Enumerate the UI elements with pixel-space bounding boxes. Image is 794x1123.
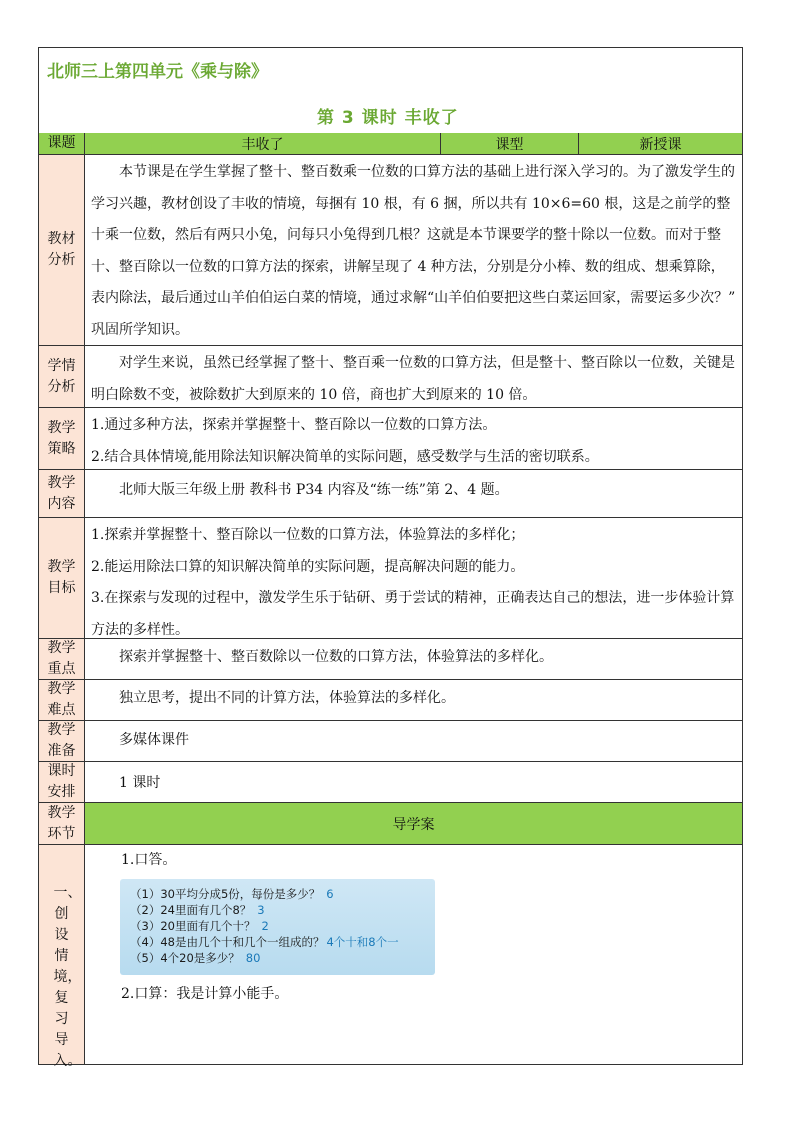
section-content: 1.通过多种方法，探索并掌握整十、整百除以一位数的口算方法。 2.结合具体情境,能用除法知识解决简单的实际问题，感受数学与生活的密切联系。	[91, 417, 599, 465]
section-label: 教学目标	[39, 518, 85, 638]
section-content: 独立思考，提出不同的计算方法，体验算法的多样化。	[119, 690, 455, 706]
section-label: 教学环节	[39, 803, 85, 844]
subject-topic: 丰收了	[85, 133, 441, 154]
lesson-plan-table	[38, 47, 743, 1069]
section-label: 教学重点	[39, 639, 85, 679]
subject-row	[39, 133, 742, 155]
section-label: 教学策略	[39, 408, 85, 469]
section-content: 1.探索并掌握整十、整百除以一位数的口算方法，体验算法的多样化； 2.能运用除法口算的知识解决简单的实际问题，提高解决问题的能力。 3.在探索与发现的过程中，激发学生乐于钻研、勇于尝试的精神，正确表达自己的想法，进一步体验计算方法的多样性。	[91, 527, 735, 638]
section-content: 1 课时	[119, 775, 161, 791]
stage-item: 2.口算：我是计算小能手。	[121, 986, 289, 1002]
section-row	[39, 721, 742, 762]
section-row	[39, 518, 742, 639]
section-row	[39, 680, 742, 721]
stage-item: 1.口答。	[121, 852, 177, 868]
section-label: 教学内容	[39, 470, 85, 517]
section-row	[39, 408, 742, 470]
section-label: 教学准备	[39, 721, 85, 761]
section-content: 本节课是在学生掌握了整十、整百数乘一位数的口算方法的基础上进行深入学习的。为了激发学生的学习兴趣，教材创设了丰收的情境，每捆有 10 根，有 6 捆，所以共有 10×6=60 根，这是之前学的整十乘一位数，然后有两只小兔，问每只小兔得到几根？这就是本节课要学的整十除以一位数。而对于整十、整百除以一位数的口算方法的探索，讲解呈现了 4 种方法，分别是分小棒、数的组成、想乘算除，表内除法，最后通过山羊伯伯运白菜的情境，通过求解“山羊伯伯要把这些白菜运回家，需要运多少次？” 巩固所学知识。	[91, 164, 736, 338]
section-content: 探索并掌握整十、整百数除以一位数的口算方法，体验算法的多样化。	[119, 649, 553, 665]
section-content: 多媒体课件	[119, 732, 189, 748]
section-label: 教材分析	[39, 155, 85, 345]
section-row	[39, 639, 742, 680]
guide-title: 导学案	[85, 803, 742, 844]
table-header	[39, 48, 742, 134]
type-label: 课型	[441, 133, 579, 154]
section-content: 对学生来说，虽然已经掌握了整十、整百乘一位数的口算方法，但是整十、整百除以一位数，关键是明白除数不变，被除数扩大到原来的 10 倍，商也扩大到原来的 10 倍。	[91, 355, 735, 403]
stage-label: 一、创设情境，复习导入。	[39, 845, 85, 1064]
quiz-line: （1）30平均分成5份，每份是多少？ 6	[130, 887, 334, 901]
lesson-title: 第 3 课时 丰收了	[317, 108, 459, 128]
section-label: 学情分析	[39, 346, 85, 407]
section-row	[39, 470, 742, 518]
guide-row	[39, 803, 742, 845]
section-label: 课时安排	[39, 762, 85, 802]
quiz-line: （5）4个20是多少？ 80	[130, 951, 261, 965]
section-row	[39, 762, 742, 803]
quiz-line: （3）20里面有几个十？ 2	[130, 919, 269, 933]
type-value: 新授课	[579, 133, 742, 154]
section-row	[39, 346, 742, 408]
section-row	[39, 155, 742, 346]
quiz-line: （2）24里面有几个8？ 3	[130, 903, 265, 917]
quiz-line: （4）48是由几个十和几个一组成的？ 4个十和8个一	[130, 935, 399, 949]
section-content: 北师大版三年级上册 教科书 P34 内容及“练一练”第 2、4 题。	[119, 482, 509, 498]
subject-label: 课题	[39, 133, 85, 154]
document-title: 北师三上第四单元《乘与除》	[47, 62, 268, 82]
oral-quiz-panel	[120, 879, 435, 975]
section-label: 教学难点	[39, 680, 85, 720]
